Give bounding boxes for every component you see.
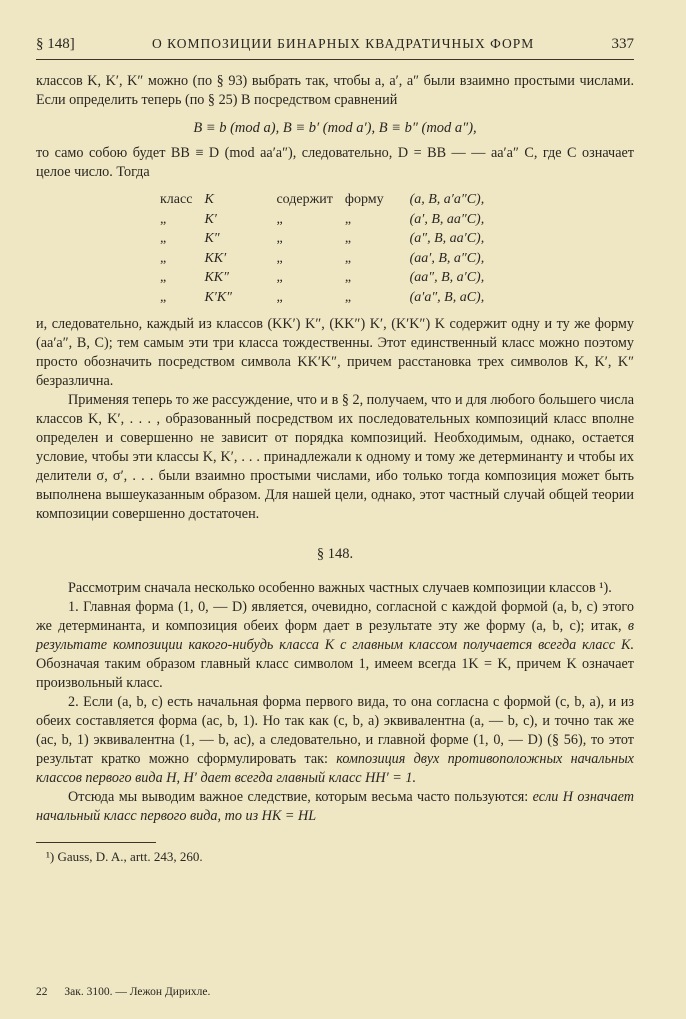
footnote-separator — [36, 842, 156, 843]
paragraph-2: то само собою будет BB ≡ D (mod aa′a″), следовательно, D = BB — — aa′a″ C, где C означает целое число. Тогда — [36, 145, 634, 180]
forms-cell-form: (a′a″, B, aC), — [409, 289, 485, 305]
forms-cell-cls: KK′ — [204, 250, 227, 266]
forms-cell-form: (aa′, B, a″C), — [409, 250, 485, 266]
imprint-text: Зак. 3100. — Лежон Дирихле. — [64, 986, 211, 998]
forms-cell-prefix: „ — [160, 250, 167, 266]
forms-cell-verb: „ — [276, 211, 283, 227]
forms-cell-prefix: класс — [160, 192, 193, 207]
forms-cell-form: (aa″, B, a′C), — [409, 270, 485, 285]
paragraph-1: классов K, K′, K″ можно (по § 93) выбрать так, чтобы a, a′, a″ были взаимно простыми числами. Если определить теперь (по § 25) B посредством сравнений — [36, 73, 634, 108]
paragraph-6-italic: если H означает начальный класс первого вида, то из HK = HL — [36, 789, 634, 824]
forms-cell-cls: K′ — [204, 211, 217, 227]
forms-cell-obj: „ — [344, 289, 352, 305]
paragraph-6 — [36, 788, 634, 826]
item-2 — [36, 693, 634, 788]
forms-cell-verb: „ — [276, 231, 283, 246]
forms-cell-cls: KK″ — [204, 270, 229, 285]
forms-cell-prefix: „ — [160, 231, 167, 246]
forms-cell-prefix: „ — [160, 270, 167, 285]
forms-cell-obj: форму — [344, 192, 384, 207]
page-number: 337 — [611, 36, 634, 52]
forms-table-row — [154, 229, 490, 249]
forms-table-row — [154, 190, 490, 210]
forms-table — [154, 190, 490, 307]
forms-table-row — [154, 210, 490, 230]
forms-cell-prefix: „ — [160, 289, 167, 305]
item-1-italic: в результате композиции какого-нибудь класса K с главным классом получается всегда класс K. — [36, 618, 634, 653]
forms-cell-form: (a″, B, aa′C), — [409, 231, 485, 246]
header-title: О КОМПОЗИЦИИ БИНАРНЫХ КВАДРАТИЧНЫХ ФОРМ — [151, 36, 535, 51]
forms-cell-verb: „ — [276, 250, 283, 266]
paragraph-4: Применяя теперь то же рассуждение, что и в § 2, получаем, что и для любого большего числа классов K, K′, . . . , образованный посредством их последовательных композиций класс вполне определен и совершенно не зависит от порядка композиций. Необходимым, однако, остается условие, чтобы эти классы K, K′, . . . принадлежали к одному и тому же детерминанту и чтобы их делители σ, σ′, . . . были взаимно простыми числами, ибо только тогда композиция может быть выполнена вышеуказанным образом. Для нашей цели, однако, этот частный случай общей теории композиции совершенно достаточен. — [36, 392, 634, 522]
running-header — [36, 36, 634, 60]
forms-cell-verb: содержит — [276, 192, 333, 207]
printer-imprint — [36, 986, 224, 998]
paragraph-3: и, следовательно, каждый из классов (KK′) K″, (KK″) K′, (K′K″) K содержит одну и ту же форму (aa′a″, B, C); тем самым эти три класса тождественны. Этот единственный класс можно поэтому просто обозначить посредством символа KK′K″, причем расстановка трех символов K, K′, K″ безразлична. — [36, 316, 634, 389]
forms-cell-cls: K′K″ — [204, 289, 233, 305]
forms-cell-verb: „ — [276, 270, 283, 285]
forms-cell-cls: K — [204, 192, 214, 207]
paragraph-5: Рассмотрим сначала несколько особенно важных частных случаев композиции классов ¹). — [68, 580, 612, 596]
header-section: § 148] — [36, 36, 75, 52]
forms-cell-cls: K″ — [204, 231, 220, 246]
item-2-italic: композиция двух противоположных начальных классов первого вида H, H′ дает всегда главный класс HH′ = 1. — [36, 751, 634, 786]
forms-cell-verb: „ — [276, 289, 283, 305]
forms-cell-form: (a, B, a′a″C), — [409, 192, 485, 207]
forms-table-row — [154, 249, 490, 269]
forms-cell-obj: „ — [344, 211, 352, 227]
footnote: ¹) Gauss, D. A., artt. 243, 260. — [46, 849, 203, 864]
forms-table-row — [154, 268, 490, 288]
forms-cell-form: (a′, B, aa″C), — [409, 211, 485, 227]
formula-congruences: B ≡ b (mod a), B ≡ b′ (mod a′), B ≡ b″ (mod a″), — [193, 120, 477, 136]
paragraph-6-text-a: Отсюда мы выводим важное следствие, которым весьма часто пользуются: — [68, 789, 533, 805]
forms-cell-obj: „ — [344, 250, 352, 266]
forms-table-row — [154, 288, 490, 308]
forms-cell-prefix: „ — [160, 211, 167, 227]
item-1 — [36, 598, 634, 693]
section-heading: § 148. — [316, 546, 354, 562]
imprint-sheet: 22 — [36, 986, 48, 998]
item-2-text-a: 2. Если (a, b, c) есть начальная форма первого вида, то она согласна с формой (c, b, a), и из обеих составляется форма (ac, b, 1). Но так как (c, b, a) эквивалентна (a, — b, c), и точно так же (ac, b, 1) эквивалентна (1, — b, ac), а следовательно, и главной форме (1, 0, — D) (§ 56), то этот результат кратко можно сформулировать так: — [36, 694, 634, 767]
item-1-text-b: Обозначая таким образом главный класс символом 1, имеем всегда 1K = K, причем K означает произвольный класс. — [36, 656, 634, 691]
forms-cell-obj: „ — [344, 231, 352, 246]
forms-cell-obj: „ — [344, 270, 352, 285]
item-1-text-a: 1. Главная форма (1, 0, — D) является, очевидно, согласной с каждой формой (a, b, c) этого же детерминанта, и композиция обеих форм дает в результате эту же форму (a, b, c); итак, — [36, 599, 634, 634]
